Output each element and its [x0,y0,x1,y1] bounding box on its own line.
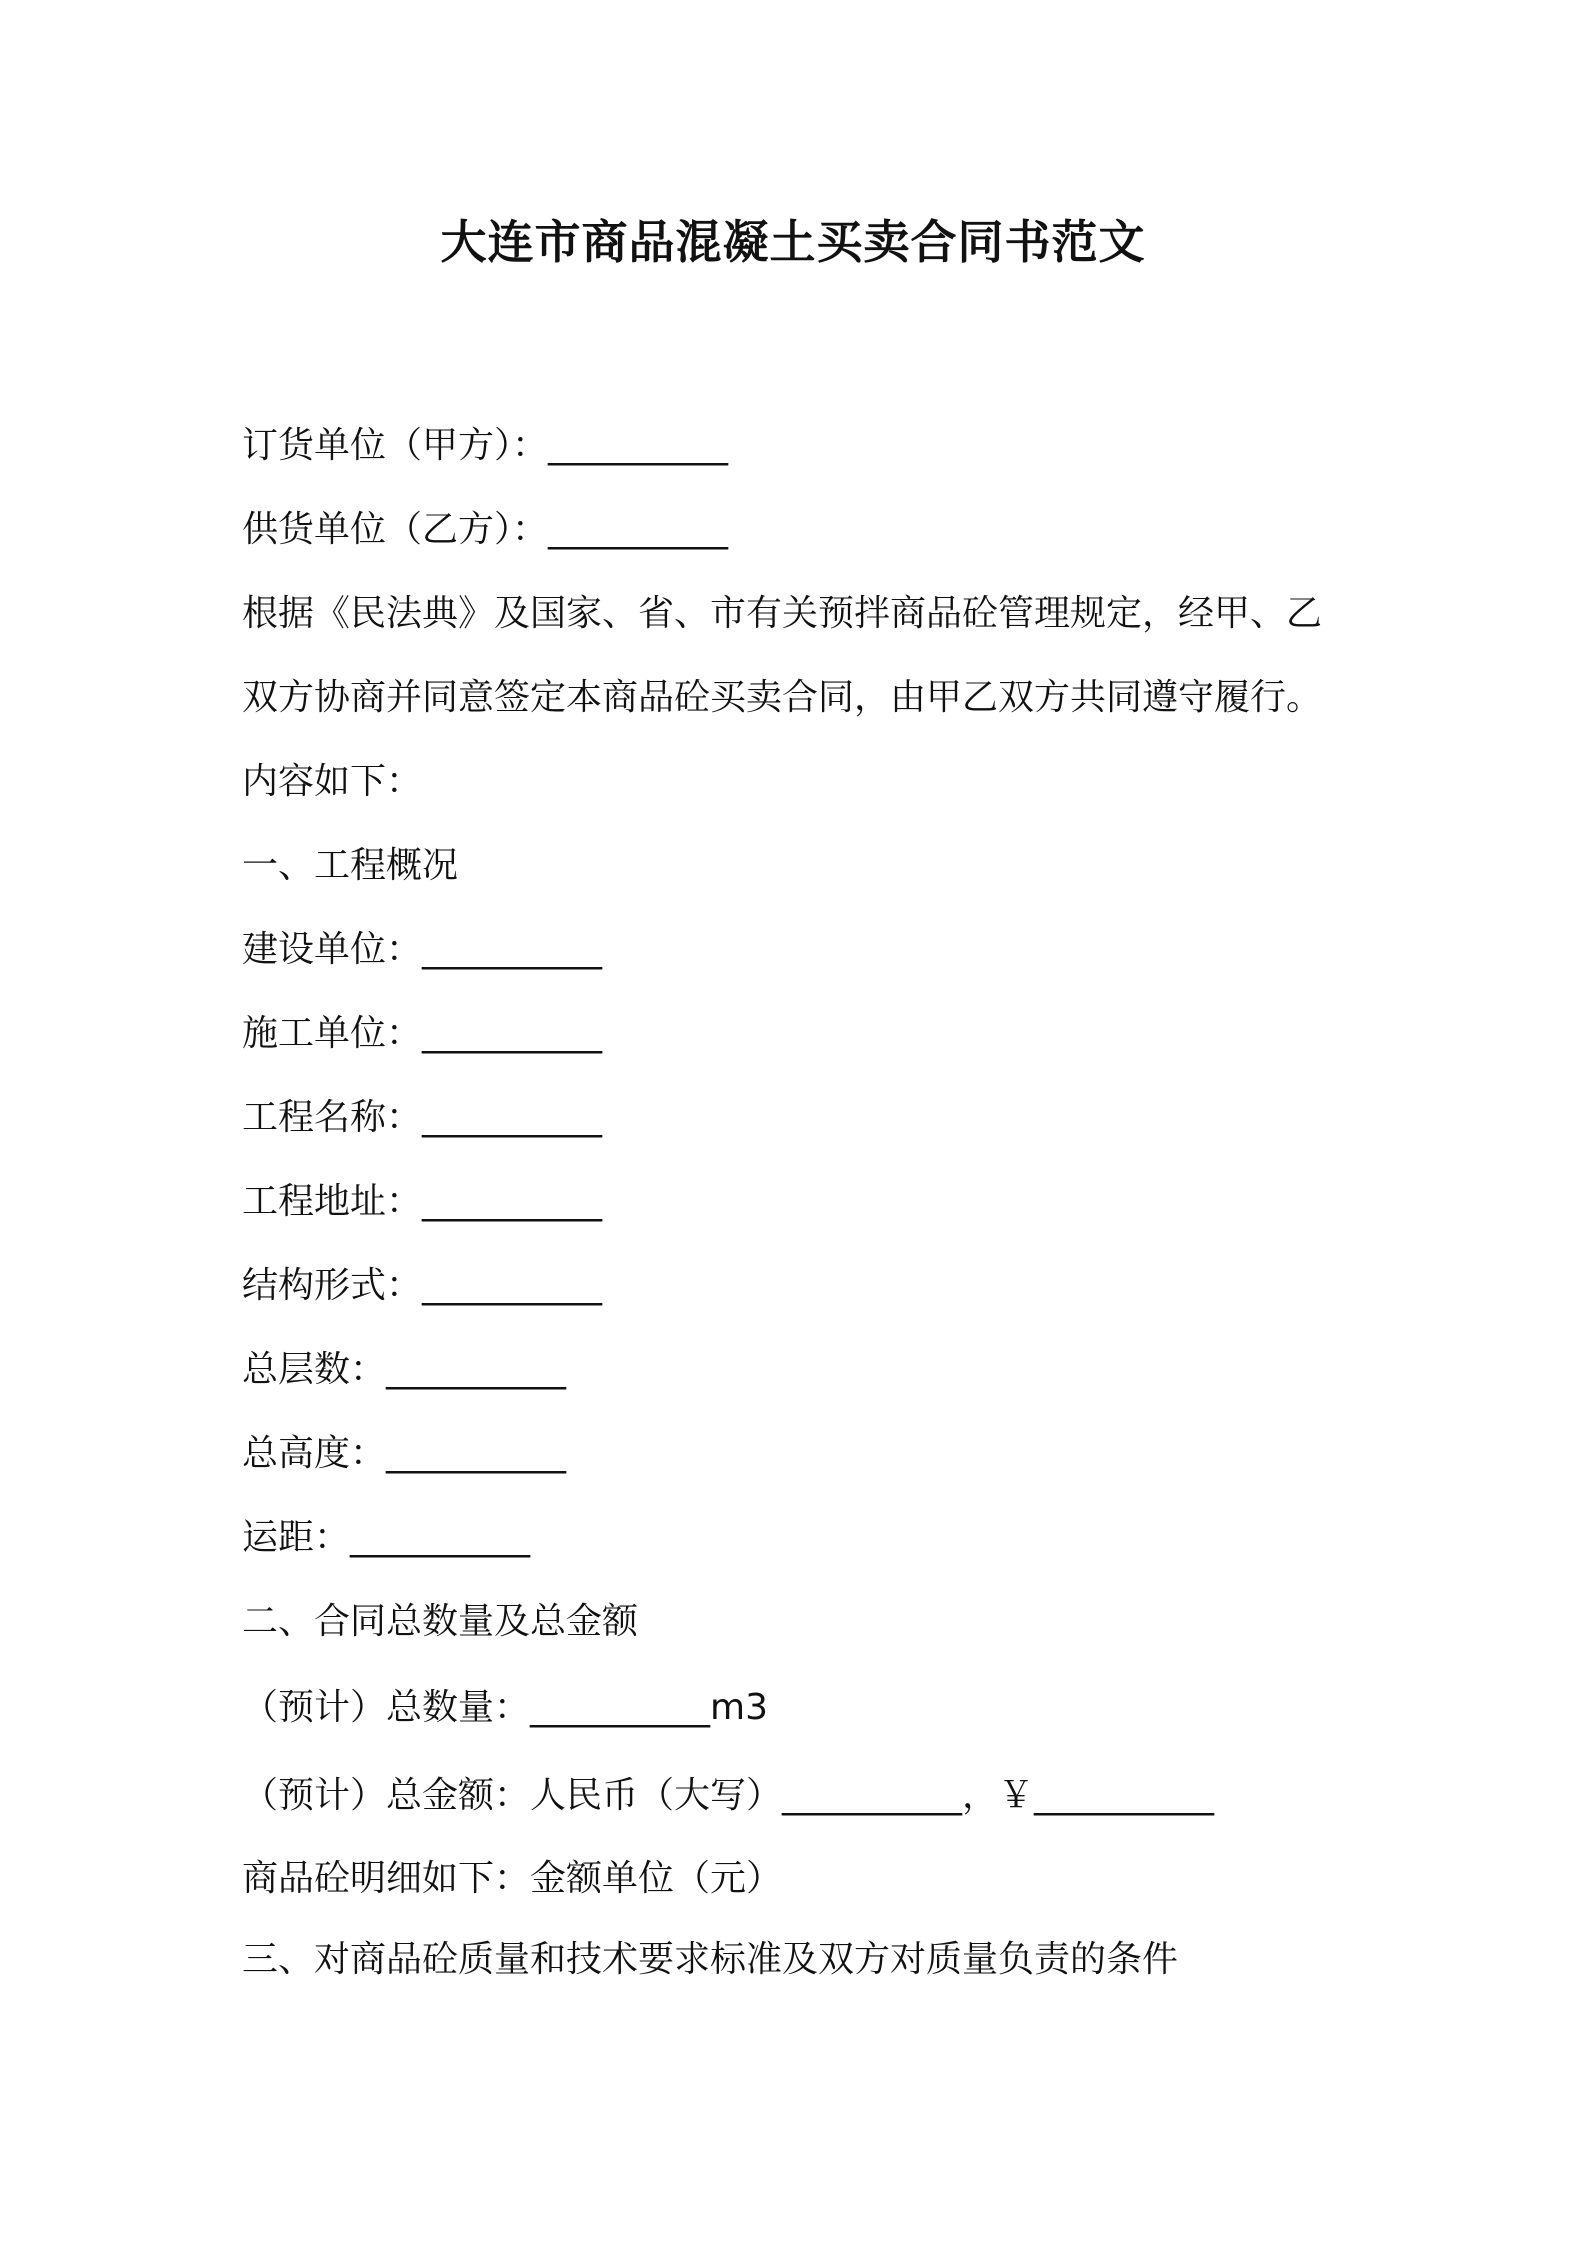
content-intro: 内容如下： [242,761,423,802]
construction-unit-line: 建设单位：__________ [242,929,603,970]
orderer-line: 订货单位（甲方）：__________ [242,425,729,466]
project-address-line: 工程地址：__________ [242,1181,603,1222]
total-floors-line: 总层数：__________ [242,1349,567,1390]
structure-type-line: 结构形式：__________ [242,1265,603,1306]
section-heading-3: 三、对商品砼质量和技术要求标准及双方对质量负责的条件 [242,1939,1179,1980]
supplier-line: 供货单位（乙方）：__________ [242,509,729,550]
preamble-line-1: 根据《民法典》及国家、省、市有关预拌商品砼管理规定，经甲、乙 [242,593,1323,634]
document-body [242,404,1362,2002]
section-heading-1: 一、工程概况 [242,845,459,886]
preamble-line-2: 双方协商并同意签定本商品砼买卖合同，由甲乙双方共同遵守履行。 [242,677,1323,718]
section-heading-2: 二、合同总数量及总金额 [242,1601,639,1642]
total-height-line: 总高度：__________ [242,1433,567,1474]
total-amount-line: （预计）总金额：人民币（大写）__________，￥__________ [242,1775,1215,1816]
contractor-unit-line: 施工单位：__________ [242,1013,603,1054]
total-quantity-line: （预计）总数量：__________m3 [242,1687,768,1728]
concrete-detail-line: 商品砼明细如下：金额单位（元） [242,1858,783,1899]
project-name-line: 工程名称：__________ [242,1097,603,1138]
document-title: 大连市商品混凝土买卖合同书范文 [440,215,1146,269]
transport-distance-line: 运距：__________ [242,1517,531,1558]
